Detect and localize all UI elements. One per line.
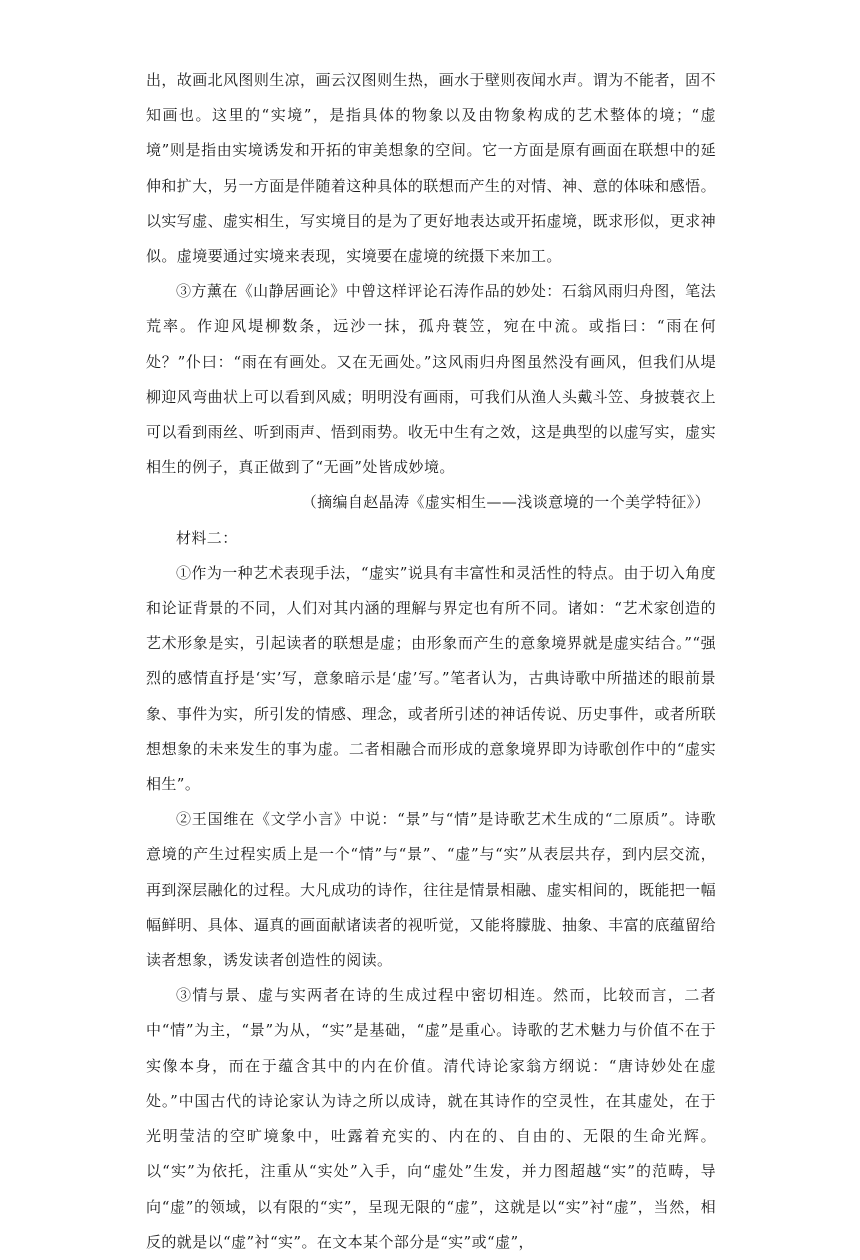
source-citation: （摘编自赵晶涛《虚实相生——浅谈意境的一个美学特征》） [301,493,710,512]
paragraph-xushi: ①作为一种艺术表现手法，“虚实”说具有丰富性和灵活性的特点。由于切入角度和论证背景的不同，人们对其内涵的理解与界定也有所不同。诸如：“艺术家创造的艺术形象是实，引起读者的联想是虚；由形象而产生的意象境界就是虚实结合。”“强烈的感情直抒是‘实’写，意象暗示是‘虚’写。”笔者认为，古典诗歌中所描述的眼前景象、事件为实，所引发的情感、理念，或者所引述的神话传说、历史事件，或者所联想想象的未来发生的事为虚。二者相融合而形成的意象境界即为诗歌创作中的“虚实相生”。 [146,563,716,794]
paragraph-qingjing: ③情与景、虚与实两者在诗的生成过程中密切相连。然而，比较而言，二者中“情”为主，“景”为从，“实”是基础，“虚”是重心。诗歌的艺术魅力与价值不在于实像本身，而在于蕴含其中的内在价值。清代诗论家翁方纲说：“唐诗妙处在虚处。”中国古代的诗论家认为诗之所以成诗，就在其诗作的空灵性，在其虚处，在于光明莹洁的空旷境象中，吐露着充实的、内在的、自由的、无限的生命光辉。以“实”为依托，注重从“实处”入手，向“虚处”生发，并力图超越“实”的范畴，导向“虚”的领域，以有限的“实”，呈现无限的“虚”，这就是以“实”衬“虚”，当然，相反的就是以“虚”衬“实”。在文本某个部分是“实”或“虚”， [146,986,716,1251]
paragraph-fangxun: ③方薰在《山静居画论》中曾这样评论石涛作品的妙处：石翁风雨归舟图，笔法荒率。作迎风堤柳数条，远沙一抹，孤舟蓑笠，宛在中流。或指曰：“雨在何处？”仆曰：“雨在有画处。又在无画处。”这风雨归舟图虽然没有画风，但我们从堤柳迎风弯曲状上可以看到风威；明明没有画雨，可我们从渔人头戴斗笠、身披蓑衣上可以看到雨丝、听到雨声、悟到雨势。收无中生有之效，这是典型的以虚写实，虚实相生的例子，真正做到了“无画”处皆成妙境。 [146,282,716,477]
document-body [146,63,716,1260]
material-two-label: 材料二： [176,528,238,547]
paragraph-continued: 出，故画北风图则生凉，画云汉图则生热，画水于壁则夜闻水声。谓为不能者，固不知画也。这里的“实境”，是指具体的物象以及由物象构成的艺术整体的境；“虚境”则是指由实境诱发和开拓的审美想象的空间。它一方面是原有画面在联想中的延伸和扩大，另一方面是伴随着这种具体的联想而产生的对情、神、意的体味和感悟。以实写虚、虚实相生，写实境目的是为了更好地表达或开拓虚境，既求形似，更求神似。虚境要通过实境来表现，实境要在虚境的统摄下来加工。 [146,71,716,266]
paragraph-wangguowei: ②王国维在《文学小言》中说：“景”与“情”是诗歌艺术生成的“二原质”。诗歌意境的产生过程实质上是一个“情”与“景”、“虚”与“实”从表层共存，到内层交流，再到深层融化的过程。大凡成功的诗作，往往是情景相融、虚实相间的，既能把一幅幅鲜明、具体、逼真的画面献诸读者的视听觉，又能将朦胧、抽象、丰富的底蕴留给读者想象，诱发读者创造性的阅读。 [146,810,716,970]
